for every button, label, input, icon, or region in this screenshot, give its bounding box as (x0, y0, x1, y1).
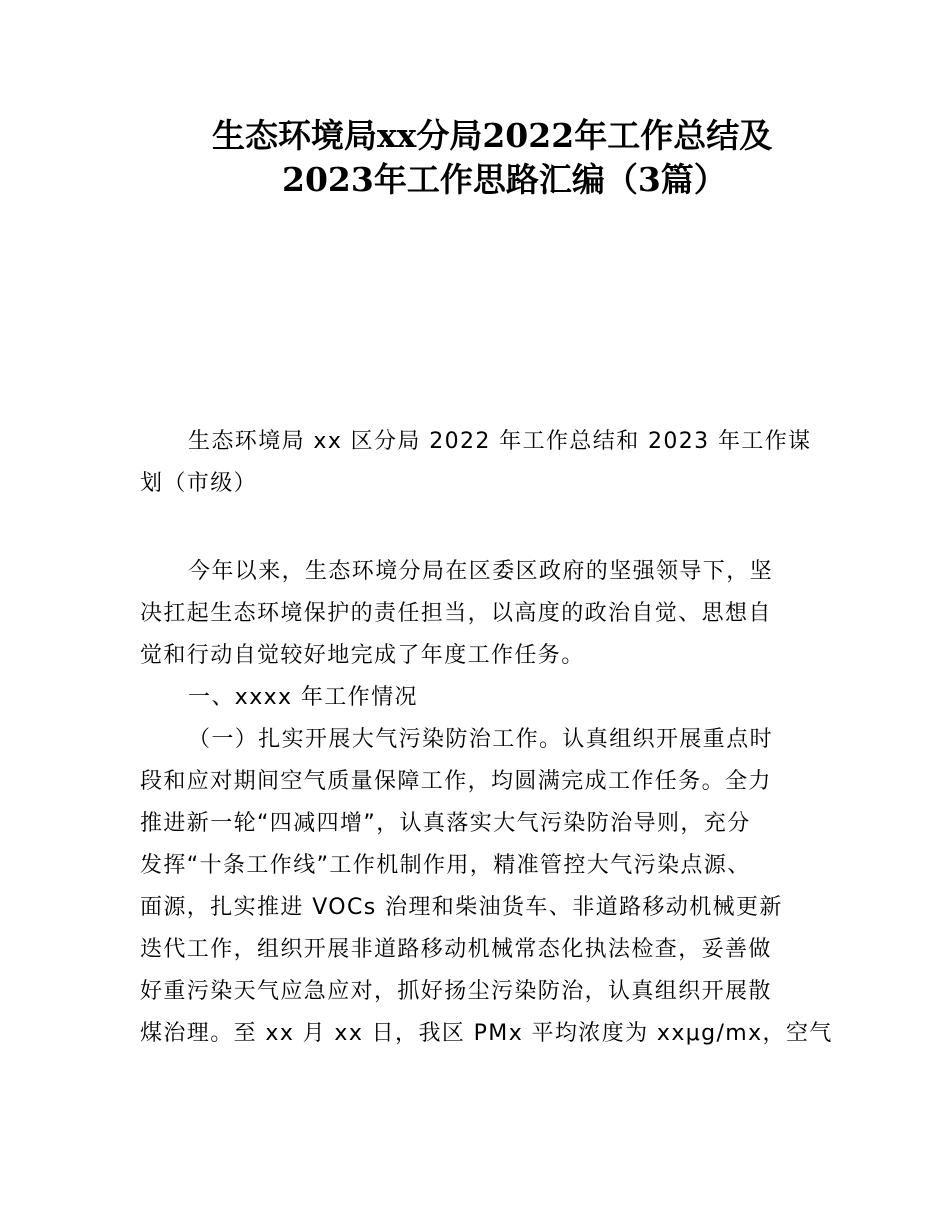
paragraph-line: 煤治理。至 xx 月 xx 日，我区 PMx 平均浓度为 xxμg/mx，空气 (140, 1021, 833, 1046)
section-subtitle (140, 421, 820, 505)
paragraph-line: 迭代工作，组织开展非道路移动机械常态化执法检查，妥善做 (140, 937, 772, 962)
paragraph-line: 决扛起生态环境保护的责任担当，以高度的政治自觉、思想自 (140, 601, 772, 626)
section-heading (140, 677, 820, 719)
document-title-line-2: 2023年工作思路汇编（3篇） (282, 160, 727, 199)
paragraph-line: 好重污染天气应急应对，抓好扬尘污染防治，认真组织开展散 (140, 979, 772, 1004)
paragraph-line: 觉和行动自觉较好地完成了年度工作任务。 (140, 643, 585, 668)
paragraph-line: 面源，扎实推进 VOCs 治理和柴油货车、非道路移动机械更新 (140, 895, 783, 920)
subtitle-line: 划（市级） (140, 471, 258, 496)
air-pollution-paragraph (140, 719, 833, 1055)
document-title-line-1: 生态环境局xx分局2022年工作总结及 (212, 116, 773, 155)
subtitle-line: 生态环境局 xx 区分局 2022 年工作总结和 2023 年工作谋 (188, 429, 812, 454)
paragraph-line: （一）扎实开展大气污染防治工作。认真组织开展重点时 (188, 727, 774, 752)
paragraph-line: 推进新一轮“四减四增”，认真落实大气污染防治导则，充分 (140, 811, 751, 836)
paragraph-line: 今年以来，生态环境分局在区委区政府的坚强领导下，坚 (188, 559, 774, 584)
paragraph-line: 段和应对期间空气质量保障工作，均圆满完成工作任务。全力 (140, 769, 772, 794)
paragraph-line: 发挥“十条工作线”工作机制作用，精准管控大气污染点源、 (140, 853, 751, 878)
heading-line: 一、xxxx 年工作情况 (188, 685, 418, 710)
intro-paragraph (140, 551, 820, 677)
